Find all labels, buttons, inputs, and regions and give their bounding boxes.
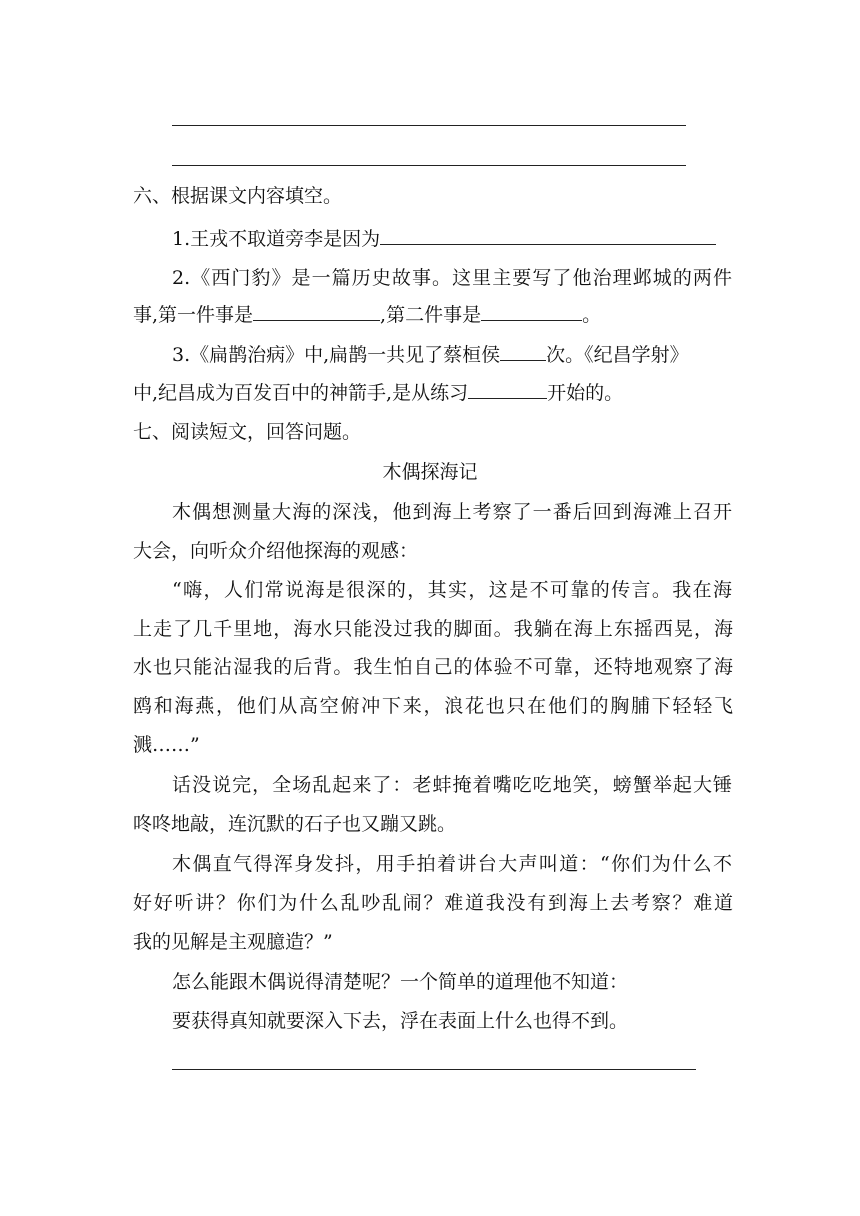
question-2-blank-1[interactable] xyxy=(253,302,380,321)
passage-line: 木偶想测量大海的深浅，他到海上考察了一番后回到海滩上召开 xyxy=(172,501,732,523)
passage-line: “嗨，人们常说海是很深的，其实，这是不可靠的传言。我在海 xyxy=(172,579,732,601)
answer-line[interactable] xyxy=(172,165,686,166)
passage-line: 水也只能沾湿我的后背。我生怕自己的体验不可靠，还特地观察了海 xyxy=(133,656,733,678)
question-3-text-c: 中,纪昌成为百发百中的神箭手,是从练习 xyxy=(133,382,469,404)
passage-line: 大会，向听众介绍他探海的观感： xyxy=(133,540,419,562)
question-2-line-1: 2.《西门豹》是一篇历史故事。这里主要写了他治理邺城的两件 xyxy=(172,267,732,289)
passage-line: 鸥和海燕，他们从高空俯冲下来，浪花也只在他们的胸脯下轻轻飞 xyxy=(133,695,733,717)
question-3-line-1 xyxy=(172,342,732,367)
section-7-heading: 七、阅读短文，回答问题。 xyxy=(133,421,362,443)
question-3-text-b: 次。《纪昌学射》 xyxy=(546,344,689,366)
answer-line[interactable] xyxy=(172,1069,696,1070)
passage-title: 木偶探海记 xyxy=(382,461,478,483)
question-3-text-d: 开始的。 xyxy=(547,382,624,404)
question-1-blank[interactable] xyxy=(380,226,716,245)
question-2-line-2 xyxy=(133,302,733,327)
question-3-blank-1[interactable] xyxy=(500,342,546,361)
passage-line: 我的见解是主观臆造？” xyxy=(133,931,333,953)
question-3-line-2 xyxy=(133,380,733,405)
answer-line[interactable] xyxy=(172,125,686,126)
question-1-text: 1.王戎不取道旁李是因为 xyxy=(172,228,381,250)
passage-line: 溅……” xyxy=(133,734,200,756)
question-2-text-b: ,第二件事是 xyxy=(380,304,482,326)
passage-line: 要获得真知就要深入下去，浮在表面上什么也得不到。 xyxy=(172,1010,629,1032)
question-2-blank-2[interactable] xyxy=(481,302,582,321)
passage-line: 话没说完，全场乱起来了：老蚌掩着嘴吃吃地笑，螃蟹举起大锤 xyxy=(172,774,732,796)
passage-line: 怎么能跟木偶说得清楚呢？一个简单的道理他不知道： xyxy=(172,971,629,993)
question-2-text-a: 事,第一件事是 xyxy=(133,304,254,326)
passage-line: 木偶直气得浑身发抖，用手拍着讲台大声叫道：“你们为什么不 xyxy=(172,853,732,875)
section-6-heading: 六、根据课文内容填空。 xyxy=(133,185,343,207)
question-1 xyxy=(172,226,732,251)
passage-line: 好好听讲？你们为什么乱吵乱闹？难道我没有到海上去考察？难道 xyxy=(133,892,733,914)
passage-line: 咚咚地敲，连沉默的石子也又蹦又跳。 xyxy=(133,813,457,835)
passage-line: 上走了几千里地，海水只能没过我的脚面。我躺在海上东摇西晃，海 xyxy=(133,618,733,640)
question-3-text-a: 3.《扁鹊治病》中,扁鹊一共见了蔡桓侯 xyxy=(172,344,501,366)
question-2-text-c: 。 xyxy=(582,304,602,326)
question-3-blank-2[interactable] xyxy=(468,380,547,399)
